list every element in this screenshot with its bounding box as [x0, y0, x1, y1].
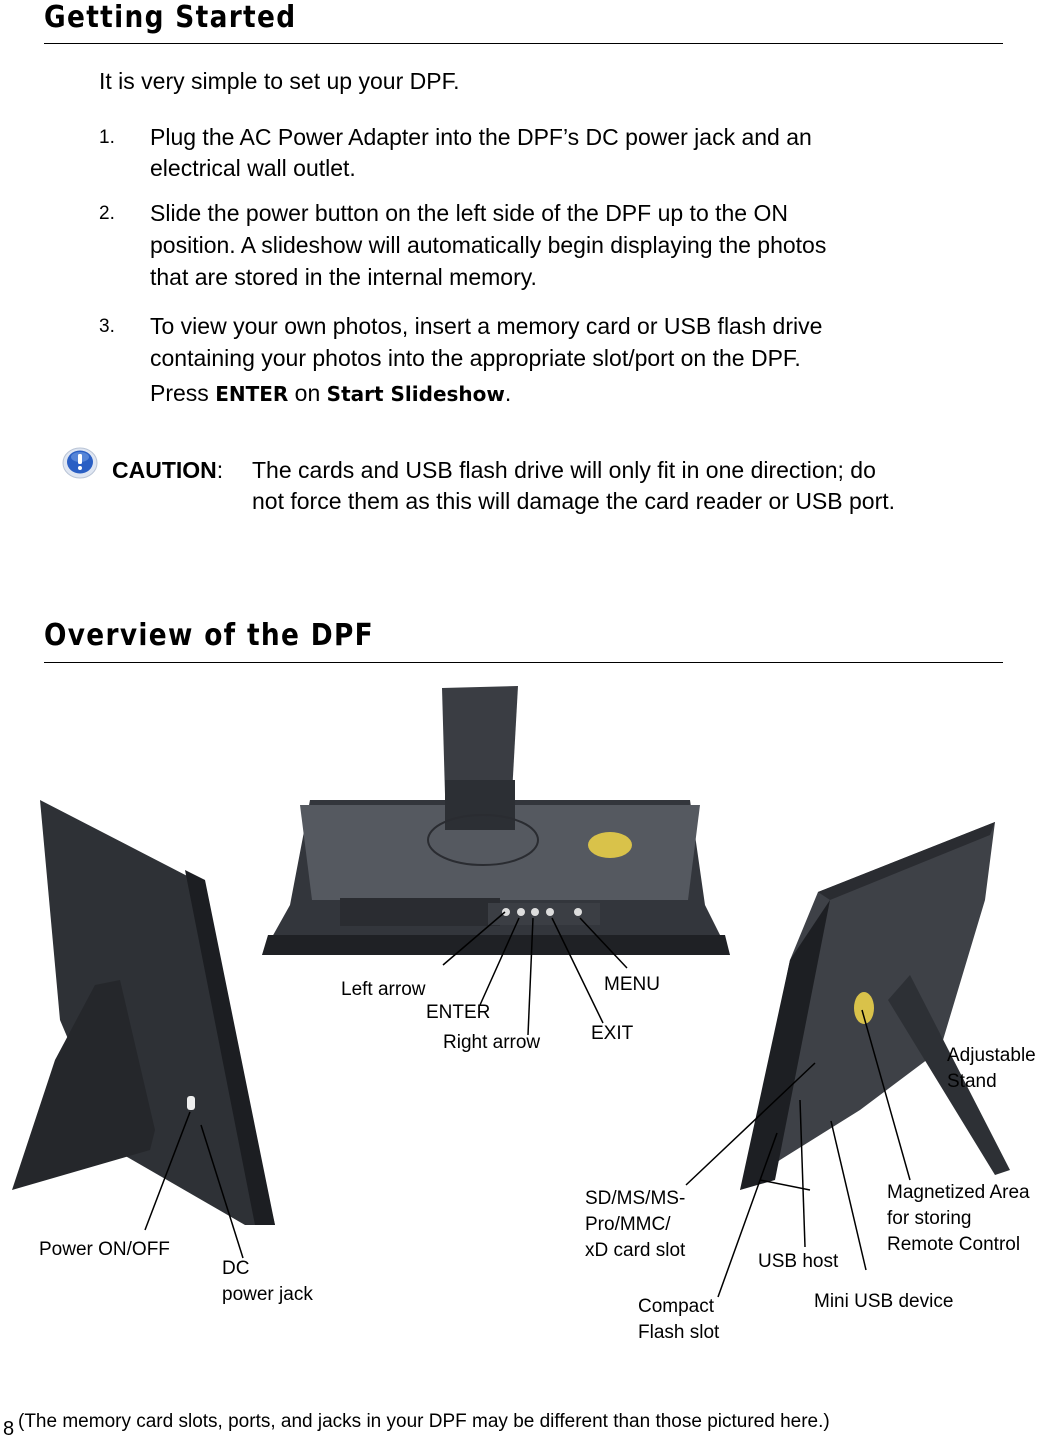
- step-number: 3.: [99, 316, 115, 337]
- enter-keyword: ENTER: [215, 382, 289, 406]
- label-enter: ENTER: [426, 1002, 491, 1023]
- start-slideshow-keyword: Start Slideshow: [326, 382, 505, 406]
- label-mini-usb-device: Mini USB device: [814, 1291, 954, 1312]
- label-magnetized-area: Magnetized Area for storing Remote Control: [887, 1182, 1030, 1255]
- label-exit: EXIT: [591, 1023, 634, 1044]
- step-text: Slide the power button on the left side of the DPF up to the ON: [150, 200, 788, 226]
- footer-note: (The memory card slots, ports, and jacks in your DPF may be different than those pictured here.): [18, 1411, 830, 1432]
- intro-text: It is very simple to set up your DPF.: [99, 68, 460, 94]
- label-power-on-off: Power ON/OFF: [39, 1239, 170, 1260]
- label-compact-flash-slot: Compact Flash slot: [638, 1296, 720, 1343]
- label-left-arrow: Left arrow: [341, 979, 426, 1000]
- section-title-getting-started: Getting Started: [44, 0, 297, 35]
- dpf-top-view-image: [262, 686, 730, 955]
- step-text: position. A slideshow will automatically begin displaying the photos: [150, 232, 827, 258]
- step-text: that are stored in the internal memory.: [150, 264, 537, 290]
- caution-text: The cards and USB flash drive will only fit in one direction; do: [252, 457, 876, 483]
- section-title-overview: Overview of the DPF: [44, 618, 375, 653]
- label-usb-host: USB host: [758, 1251, 839, 1272]
- label-dc-power-jack: DC power jack: [222, 1258, 313, 1305]
- step-text-press: Press ENTER on Start Slideshow.: [150, 380, 512, 406]
- step-text: electrical wall outlet.: [150, 155, 356, 181]
- dpf-right-side-image: [740, 822, 1010, 1190]
- label-menu: MENU: [604, 974, 660, 995]
- step-number: 2.: [99, 203, 115, 224]
- step-number: 1.: [99, 127, 115, 148]
- dpf-left-side-image: [12, 800, 275, 1225]
- label-adjustable-stand: Adjustable Stand: [947, 1045, 1036, 1092]
- caution-label: CAUTION:: [112, 457, 224, 483]
- step-text: containing your photos into the appropriate slot/port on the DPF.: [150, 345, 801, 371]
- page-number: 8: [3, 1418, 15, 1440]
- step-text: To view your own photos, insert a memory card or USB flash drive: [150, 313, 823, 339]
- caution-text: not force them as this will damage the card reader or USB port.: [252, 488, 896, 514]
- label-right-arrow: Right arrow: [443, 1032, 541, 1053]
- step-text: Plug the AC Power Adapter into the DPF’s DC power jack and an: [150, 124, 812, 150]
- label-sd-card-slot: SD/MS/MS- Pro/MMC/ xD card slot: [585, 1188, 686, 1261]
